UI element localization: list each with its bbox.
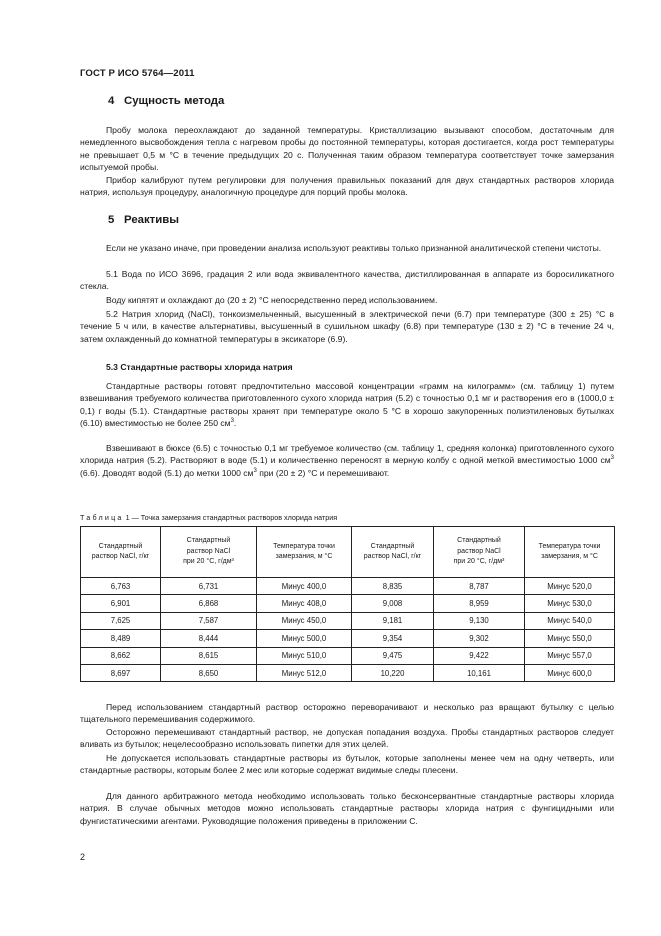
table-cell: Минус 510,0: [257, 647, 352, 664]
section-5-3-paragraph-2-part-c: при (20 ± 2) °С и перемешивают.: [256, 467, 390, 478]
section-5-1-boiling-paragraph: Воду кипятят и охлаждают до (20 ± 2) °С непосредственно перед использованием.: [106, 295, 438, 305]
section-4-title: Сущность метода: [124, 95, 225, 107]
table-cell: 9,422: [434, 647, 525, 664]
section-5-3-paragraph-1: [80, 380, 614, 429]
header-line: Стандартный: [98, 542, 143, 550]
header-freezing-point: [525, 527, 615, 578]
table-cell: 9,130: [434, 612, 525, 629]
table-cell: Минус 408,0: [257, 595, 352, 612]
table-cell: 6,731: [161, 578, 257, 595]
header-line: раствор NaCl: [457, 547, 501, 555]
table-cell: Минус 530,0: [525, 595, 615, 612]
table-cell: 6,901: [81, 595, 161, 612]
after-table-paragraph-2: Осторожно перемешивают стандартный раствор, не допуская попадания воздуха. Пробы стандартных растворов следует вливать из бутылок; нецелесообразно использовать пипетки для этих целей.: [80, 727, 614, 750]
header-line: при 20 °С, г/дм³: [453, 558, 505, 566]
section-5-3-paragraph-2: [80, 442, 614, 479]
table-cell: Минус 450,0: [257, 612, 352, 629]
document-header: ГОСТ Р ИСО 5764—2011: [80, 68, 195, 79]
page-number: 2: [80, 852, 86, 862]
section-5-heading: [108, 214, 179, 226]
table-cell: 8,959: [434, 595, 525, 612]
table-1-caption-text: 1 — Точка замерзания стандартных растворов хлорида натрия: [123, 513, 338, 522]
table-1-caption-prefix: Таблица: [80, 513, 124, 522]
after-table-paragraph-1: Перед использованием стандартный раствор осторожно переворачивают и несколько раз вращают бутылку с целью тщательного перемешивания содержимого.: [80, 702, 614, 725]
table-cell: 7,625: [81, 612, 161, 629]
period: .: [233, 417, 237, 428]
table-cell: Минус 400,0: [257, 578, 352, 595]
header-nacl-g-kg: [352, 527, 434, 578]
header-freezing-point: [257, 527, 352, 578]
table-cell: 8,615: [161, 647, 257, 664]
section-5-1-paragraph: 5.1 Вода по ИСО 3696, градация 2 или вода эквивалентного качества, дистиллированная в аппарате из боросиликатного стекла.: [80, 269, 614, 292]
table-row: [81, 664, 615, 681]
table-cell: Минус 500,0: [257, 630, 352, 647]
header-line: Температура точки: [273, 542, 335, 550]
table-1: [80, 526, 615, 682]
section-4-heading: [108, 95, 224, 107]
table-cell: 9,008: [352, 595, 434, 612]
table-row: [81, 647, 615, 664]
after-table-paragraph-3: Не допускается использовать стандартные растворы из бутылок, которые заполнены менее чем на одну четверть, или стандартные растворы, которым более 2 мес или которые содержат видимые следы плесени.: [80, 753, 614, 776]
header-line: Стандартный: [370, 542, 415, 550]
table-cell: 7,587: [161, 612, 257, 629]
superscript-3: 3: [253, 467, 257, 474]
table-cell: Минус 512,0: [257, 664, 352, 681]
table-cell: 8,835: [352, 578, 434, 595]
section-5-3-paragraph-1-text: Стандартные растворы готовят предпочтительно массовой концентрации «грамм на килограмм» (см. таблицу 1) путем взвешивания требуемого количества приготовленного сухого хлорида натрия (5.2) с точностью 0,1 мг и растворения его в (1000,0 ± 0,1) г воды (5.1). Стандартные растворы хранят при температуре около 5 °С в хорошо закупоренных полиэтиленовых бутылках (6.10) вместимостью не более 250 см: [80, 381, 614, 428]
table-row: [81, 595, 615, 612]
table-cell: Минус 557,0: [525, 647, 615, 664]
section-4-paragraph-1: Пробу молока переохлаждают до заданной температуры. Кристаллизацию вызывают способом, достаточным для немедленного высвобождения тепла с нагревом пробы до постоянной температуры, которая достигается, когда рост температуры не превышает 0,5 м °С в течение предыдущих 20 с. Полученная таким образом температура соответствует точке замерзания испытуемой пробы.: [80, 125, 614, 172]
section-4-number: 4: [108, 95, 115, 107]
section-5-title: Реактивы: [124, 214, 179, 226]
section-5-paragraph-1: Если не указано иначе, при проведении анализа используют реактивы только признанной аналитической степени чистоты.: [106, 243, 602, 253]
table-header-row: [81, 527, 615, 578]
header-line: при 20 °С, г/дм³: [183, 558, 234, 566]
after-table-paragraph-4: Для данного арбитражного метода необходимо использовать только бесконсервантные стандартные растворы хлорида натрия. В случае обычных методов можно использовать стандартные растворы хлорида натрия с фунгицидными или фунгистатическими агентами. Руководящие положения приведены в приложении С.: [80, 791, 614, 826]
table-cell: 10,161: [434, 664, 525, 681]
header-nacl-g-dm3: [434, 527, 525, 578]
table-cell: 8,787: [434, 578, 525, 595]
table-cell: 9,354: [352, 630, 434, 647]
header-line: раствор NaCl, г/кг: [363, 553, 422, 560]
table-row: [81, 630, 615, 647]
table-cell: 9,181: [352, 612, 434, 629]
table-row: [81, 578, 615, 595]
table-cell: 8,444: [161, 630, 257, 647]
superscript-3: 3: [610, 455, 614, 462]
section-5-2-paragraph: 5.2 Натрия хлорид (NaCl), тонкоизмельченный, высушенный в электрической печи (6.7) при температуре (300 ± 25) °С в течение 5 ч или, в качестве альтернативы, высушенный в сушильном шкафу (6.8) при температуре (130 ± 2) °С в течение 24 ч, затем охлажденный до комнатной температуры в эксикаторе (6.9).: [80, 309, 614, 344]
header-line: раствор NaCl: [186, 547, 231, 555]
superscript-3: 3: [230, 418, 234, 425]
table-cell: 8,662: [81, 647, 161, 664]
table-cell: 8,489: [81, 630, 161, 647]
section-5-3-paragraph-2-part-a: Взвешивают в бюксе (6.5) с точностью 0,1 мг требуемое количество (см. таблицу 1, средняя колонка) приготовленного сухого хлорида натрия (5.2). Растворяют в воде (5.1) и количественно переносят в мерную колбу с одной меткой вместимостью 1000 см: [80, 443, 614, 466]
table-row: [81, 612, 615, 629]
header-nacl-g-dm3: [161, 527, 257, 578]
table-1-caption: [80, 513, 337, 522]
section-4-paragraph-2: Прибор калибруют путем регулировки для получения правильных показаний для двух стандартных растворов хлорида натрия, используя процедуру, аналогичную процедуре для порций пробы молока.: [80, 175, 614, 198]
table-cell: Минус 520,0: [525, 578, 615, 595]
table-cell: 6,868: [161, 595, 257, 612]
header-line: Температура точки: [538, 542, 601, 550]
table-cell: Минус 600,0: [525, 664, 615, 681]
header-nacl-g-kg: [81, 527, 161, 578]
section-5-3-heading: 5.3 Стандартные растворы хлорида натрия: [106, 362, 293, 372]
header-line: раствор NaCl, г/кг: [91, 553, 150, 560]
table-cell: 9,302: [434, 630, 525, 647]
table-cell: 8,697: [81, 664, 161, 681]
table-cell: 6,763: [81, 578, 161, 595]
header-line: замерзания, м °С: [541, 553, 598, 560]
header-line: Стандартный: [457, 537, 501, 545]
section-5-3-paragraph-2-part-b: (6.6). Доводят водой (5.1) до метки 1000 см: [80, 467, 254, 478]
table-cell: Минус 550,0: [525, 630, 615, 647]
table-cell: Минус 540,0: [525, 612, 615, 629]
table-cell: 9,475: [352, 647, 434, 664]
header-line: замерзания, м °С: [275, 553, 333, 560]
section-5-number: 5: [108, 214, 115, 226]
header-line: Стандартный: [186, 537, 231, 545]
table-cell: 8,650: [161, 664, 257, 681]
table-cell: 10,220: [352, 664, 434, 681]
